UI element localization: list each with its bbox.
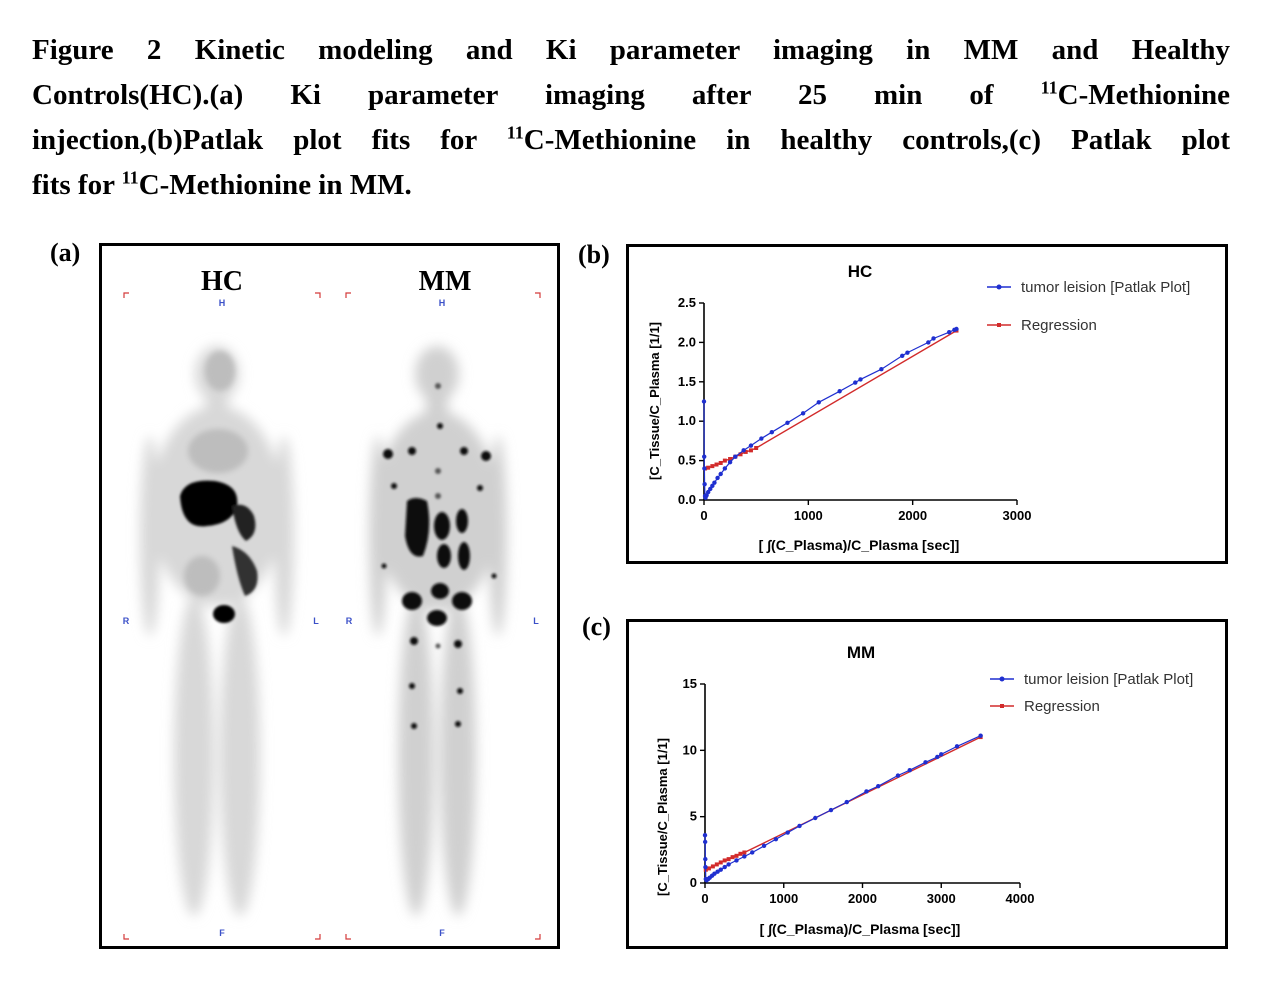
- data-point-tumor: [774, 837, 778, 841]
- caption-text: fits for: [32, 169, 122, 201]
- legend-entry-series: tumor leision [Patlak Plot]: [1021, 279, 1191, 296]
- data-point-tumor: [879, 367, 883, 371]
- legend-marker-series: [1000, 677, 1005, 682]
- x-axis-label: [ ∫(C_Plasma)/C_Plasma [sec]]: [759, 921, 961, 937]
- data-point-tumor: [703, 840, 707, 844]
- pet-image-canvas: [102, 246, 557, 946]
- data-point-tumor: [813, 816, 817, 820]
- data-point-tumor: [845, 800, 849, 804]
- data-point-regression: [706, 466, 710, 470]
- data-point-tumor: [723, 466, 727, 470]
- y-axis-label: [C_Tissue/C_Plasma [1/1]: [655, 738, 670, 896]
- caption-text: Controls(HC).(a) Ki parameter imaging after 25 min of: [32, 79, 1041, 111]
- legend-entry-series: tumor leision [Patlak Plot]: [1024, 671, 1194, 688]
- legend: [987, 279, 1190, 334]
- y-tick-label: 2.0: [677, 334, 696, 350]
- y-tick-label: 15: [682, 676, 697, 691]
- data-point-tumor: [702, 482, 706, 486]
- data-point-regression: [742, 850, 746, 854]
- data-point-tumor: [978, 734, 982, 738]
- data-point-tumor: [817, 400, 821, 404]
- plot-area: [683, 676, 1035, 906]
- data-point-regression: [715, 463, 719, 467]
- data-point-regression: [749, 448, 753, 452]
- caption-line-2: [32, 73, 1230, 118]
- y-tick-label: 1.0: [677, 413, 696, 429]
- x-tick-label: 0: [701, 891, 709, 906]
- data-point-tumor: [923, 760, 927, 764]
- data-point-tumor: [726, 862, 730, 866]
- data-point-tumor: [715, 476, 719, 480]
- data-point-tumor: [864, 789, 868, 793]
- orient-head-left: H: [218, 298, 226, 308]
- x-tick-label: 1000: [793, 508, 823, 523]
- data-point-tumor: [718, 472, 722, 476]
- panel-label-a: (a): [50, 238, 81, 267]
- y-axis-label: [C_Tissue/C_Plasma [1/1]: [647, 322, 662, 480]
- data-point-tumor: [955, 744, 959, 748]
- data-point-tumor: [837, 389, 841, 393]
- data-point-tumor: [750, 850, 754, 854]
- caption-superscript: 11: [121, 167, 139, 188]
- orient-r-right: R: [345, 616, 353, 626]
- x-tick-label: 0: [700, 508, 708, 523]
- x-tick-label: 3000: [1002, 508, 1032, 523]
- data-point-regression: [723, 858, 727, 862]
- data-point-tumor: [954, 327, 958, 331]
- chart-title: HC: [847, 262, 873, 281]
- pet-body-mm: [369, 346, 507, 916]
- data-point-regression: [754, 446, 758, 450]
- y-tick-label: 0.0: [677, 492, 696, 507]
- data-point-tumor: [712, 480, 716, 484]
- data-point-regression: [731, 855, 735, 859]
- patlak-chart-mm: [629, 622, 1225, 946]
- data-point-tumor: [759, 436, 763, 440]
- data-point-tumor: [703, 865, 707, 869]
- data-point-tumor: [876, 784, 880, 788]
- data-point-tumor: [908, 768, 912, 772]
- caption-line-1: Figure 2 Kinetic modeling and Ki parameter imaging in MM and Healthy: [32, 34, 1230, 66]
- data-point-regression: [723, 459, 727, 463]
- data-point-tumor: [702, 454, 706, 458]
- caption-text: injection,(b)Patlak plot fits for: [32, 124, 507, 156]
- data-point-tumor: [785, 830, 789, 834]
- data-point-regression: [710, 464, 714, 468]
- data-point-tumor: [900, 354, 904, 358]
- x-axis-label: [ ∫(C_Plasma)/C_Plasma [sec]]: [758, 537, 960, 553]
- caption-superscript: 11: [1040, 77, 1058, 98]
- caption-text: C-Methionine in MM.: [138, 169, 412, 201]
- data-point-tumor: [853, 380, 857, 384]
- data-point-tumor: [829, 808, 833, 812]
- data-point-tumor: [733, 454, 737, 458]
- y-tick-label: 2.5: [677, 295, 696, 310]
- x-tick-label: 1000: [769, 891, 799, 906]
- orient-foot-left: F: [219, 928, 225, 938]
- data-point-regression: [711, 864, 715, 868]
- data-point-regression: [738, 852, 742, 856]
- data-point-tumor: [762, 844, 766, 848]
- data-point-tumor: [734, 858, 738, 862]
- plot-area: [678, 295, 1032, 523]
- data-point-tumor: [801, 411, 805, 415]
- pet-body-hc: [140, 346, 294, 916]
- data-point-regression: [735, 854, 739, 858]
- pet-label-mm: MM: [418, 266, 472, 297]
- y-tick-label: 0: [689, 875, 697, 890]
- panel-label-b: (b): [578, 240, 610, 269]
- legend-marker-series: [997, 285, 1002, 290]
- data-point-tumor: [722, 865, 726, 869]
- pet-label-hc: HC: [201, 266, 243, 297]
- data-point-tumor: [905, 350, 909, 354]
- data-point-tumor: [896, 773, 900, 777]
- data-point-tumor: [703, 833, 707, 837]
- chart-title: MM: [846, 643, 876, 662]
- data-point-tumor: [728, 460, 732, 464]
- legend-entry-regression: Regression: [1021, 317, 1097, 334]
- caption-text: C-Methionine in healthy controls,(c) Patlak plot: [523, 124, 1230, 156]
- data-point-regression: [727, 857, 731, 861]
- data-point-tumor: [741, 448, 745, 452]
- data-point-tumor: [926, 340, 930, 344]
- data-point-tumor: [702, 399, 706, 403]
- patlak-chart-hc: [629, 247, 1225, 561]
- data-point-tumor: [931, 336, 935, 340]
- series-line-regression: [705, 331, 957, 469]
- data-point-tumor: [858, 377, 862, 381]
- data-point-tumor: [939, 752, 943, 756]
- y-tick-label: 5: [689, 808, 697, 824]
- data-point-tumor: [742, 854, 746, 858]
- x-tick-label: 4000: [1005, 891, 1035, 906]
- panel-label-c: (c): [582, 612, 611, 641]
- orient-head-right: H: [438, 298, 446, 308]
- legend-marker-regression: [997, 323, 1001, 327]
- legend: [990, 671, 1193, 715]
- orient-r-left: R: [122, 616, 130, 626]
- data-point-tumor: [935, 755, 939, 759]
- data-point-tumor: [703, 857, 707, 861]
- data-point-tumor: [947, 330, 951, 334]
- caption-line-3: [32, 118, 1230, 163]
- data-point-tumor: [702, 466, 706, 470]
- y-tick-label: 1.5: [677, 373, 696, 389]
- series-line-tumor: [704, 329, 957, 498]
- x-tick-label: 3000: [926, 891, 956, 906]
- figure-caption: [32, 28, 1230, 208]
- x-tick-label: 2000: [848, 891, 877, 906]
- orient-l-left: L: [313, 616, 319, 626]
- caption-text: C-Methionine: [1057, 79, 1230, 111]
- y-tick-label: 0.5: [677, 452, 696, 468]
- caption-line-4: [32, 163, 1230, 208]
- orient-foot-right: F: [439, 928, 445, 938]
- caption-superscript: 11: [506, 122, 524, 143]
- x-tick-label: 2000: [898, 508, 928, 523]
- orient-l-right: L: [533, 616, 539, 626]
- data-point-tumor: [749, 443, 753, 447]
- data-point-regression: [715, 862, 719, 866]
- y-tick-label: 10: [682, 742, 697, 758]
- data-point-tumor: [785, 421, 789, 425]
- data-point-regression: [719, 461, 723, 465]
- legend-marker-regression: [1000, 704, 1004, 708]
- data-point-tumor: [797, 824, 801, 828]
- chart-panel-mm: [626, 619, 1228, 949]
- pet-image-panel: [99, 243, 560, 949]
- data-point-regression: [719, 860, 723, 864]
- chart-panel-hc: [626, 244, 1228, 564]
- data-point-tumor: [719, 868, 723, 872]
- legend-entry-regression: Regression: [1024, 698, 1100, 715]
- data-point-tumor: [770, 430, 774, 434]
